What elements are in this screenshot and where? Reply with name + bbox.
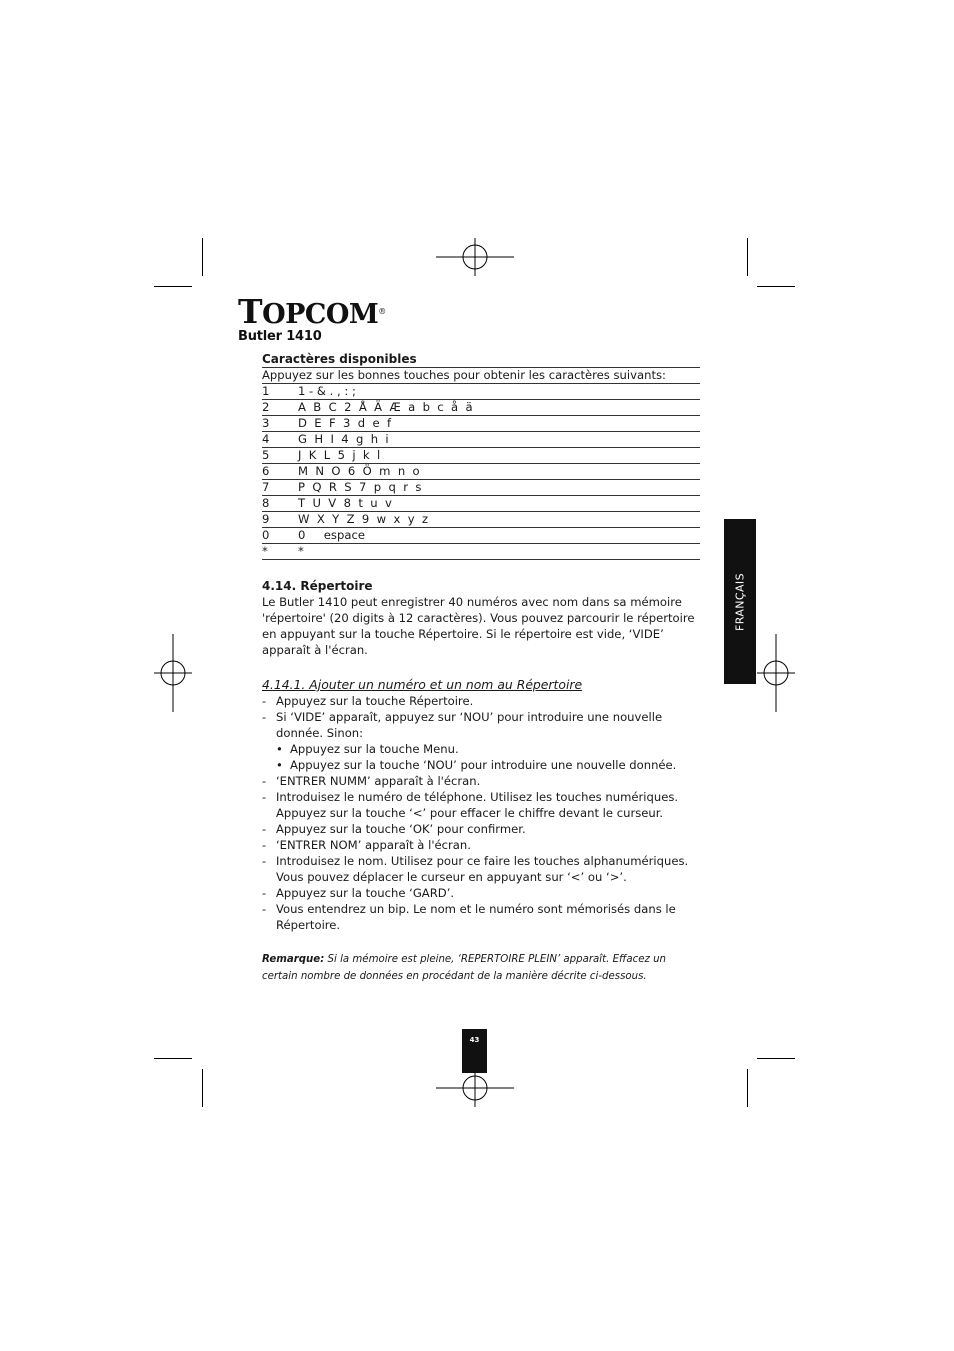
registration-mark-icon <box>154 634 192 712</box>
section-body: Le Butler 1410 peut enregistrer 40 numéros avec nom dans sa mémoire 'répertoire' (20 digits à 12 caractères). Vous pouvez parcourir le répertoire en appuyant sur la touche Répertoire. Si le répertoire est vide, ‘VIDE’ apparaît à l'écran. <box>262 595 695 657</box>
page-number: 43 <box>462 1029 487 1073</box>
table-row: 6 M N O 6 Ö m n o <box>262 464 700 480</box>
table-row: 0 0 espace <box>262 528 700 544</box>
subsection-title: 4.14.1. Ajouter un numéro et un nom au Répertoire <box>262 677 583 692</box>
characters-title: Caractères disponibles <box>262 352 417 366</box>
language-tab <box>724 519 756 684</box>
remark-note <box>262 951 700 985</box>
remark-label: Remarque: <box>262 954 325 965</box>
model-name: Butler 1410 <box>238 329 322 344</box>
steps-list <box>262 773 700 933</box>
list-item: - ‘ENTRER NUMM’ apparaît à l'écran. <box>262 773 700 789</box>
characters-intro: Appuyez sur les bonnes touches pour obtenir les caractères suivants: <box>262 368 700 384</box>
table-row: 4 G H I 4 g h i <box>262 432 700 448</box>
language-tab-label: FRANÇAIS <box>733 572 747 631</box>
list-item: - Introduisez le numéro de téléphone. Utilisez les touches numériques. Appuyez sur la touche ‘<’ pour effacer le chiffre devant le curseur. <box>262 789 700 821</box>
list-item: - Vous entendrez un bip. Le nom et le numéro sont mémorisés dans le Répertoire. <box>262 901 700 933</box>
table-row: 7 P Q R S 7 p q r s <box>262 480 700 496</box>
list-item: • Appuyez sur la touche ‘NOU’ pour introduire une nouvelle donnée. <box>276 757 700 773</box>
characters-table <box>262 367 700 560</box>
crop-mark <box>154 286 192 287</box>
list-item: - Appuyez sur la touche ‘GARD’. <box>262 885 700 901</box>
list-item: - Appuyez sur la touche Répertoire. <box>262 693 700 709</box>
section-title: 4.14. Répertoire <box>262 579 373 593</box>
registration-mark-icon <box>436 1069 514 1107</box>
registration-mark-icon <box>757 634 795 712</box>
table-row: 5 J K L 5 j k l <box>262 448 700 464</box>
table-row: * * <box>262 544 700 560</box>
sub-steps-list <box>262 741 700 773</box>
table-row: 3 D E F 3 d e f <box>262 416 700 432</box>
page-content <box>262 351 700 985</box>
table-row: 2 A B C 2 Å Ä Æ a b c å ä <box>262 400 700 416</box>
brand-header <box>238 292 386 344</box>
list-item: - Introduisez le nom. Utilisez pour ce faire les touches alphanumériques. Vous pouvez déplacer le curseur en appuyant sur ‘<’ ou ‘>’. <box>262 853 700 885</box>
table-row: 8 T U V 8 t u v <box>262 496 700 512</box>
registration-mark-icon <box>436 238 514 276</box>
crop-mark <box>757 1058 795 1059</box>
remark-text: Si la mémoire est pleine, ‘REPERTOIRE PLEIN’ apparaît. Effacez un certain nombre de données en procédant de la manière décrite ci-dessous. <box>262 954 666 982</box>
topcom-logo: TOPCOM® <box>238 292 386 331</box>
crop-mark <box>747 238 748 276</box>
list-item: - Appuyez sur la touche ‘OK’ pour confirmer. <box>262 821 700 837</box>
crop-mark <box>757 286 795 287</box>
table-row: 1 1 - & . , : ; <box>262 384 700 400</box>
crop-mark <box>202 1069 203 1107</box>
crop-mark <box>747 1069 748 1107</box>
list-item: • Appuyez sur la touche Menu. <box>276 741 700 757</box>
crop-mark <box>154 1058 192 1059</box>
list-item: - ‘ENTRER NOM’ apparaît à l'écran. <box>262 837 700 853</box>
list-item: - Si ‘VIDE’ apparaît, appuyez sur ‘NOU’ pour introduire une nouvelle donnée. Sinon: <box>262 709 700 741</box>
crop-mark <box>202 238 203 276</box>
table-row <box>262 368 700 384</box>
table-row: 9 W X Y Z 9 w x y z <box>262 512 700 528</box>
steps-list <box>262 693 700 741</box>
